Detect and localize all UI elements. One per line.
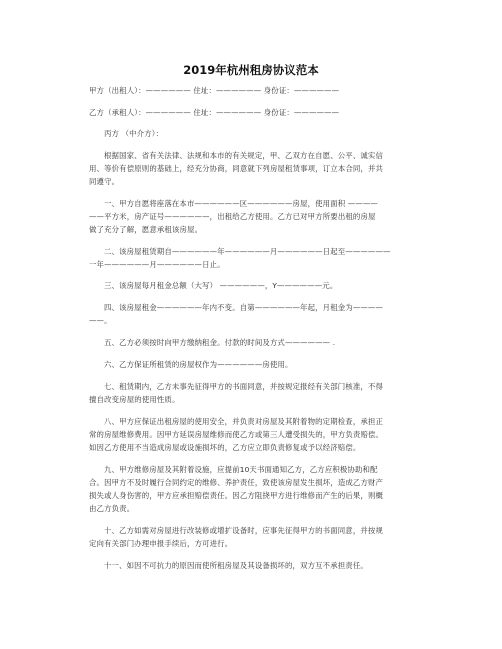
clause-9-line: 由乙方负责。 <box>89 504 135 513</box>
clause-1-line: 一、甲方自愿将座落在本市——————区——————房屋，使用面积 ———— <box>104 199 378 208</box>
clause-4-line: 四、该房屋租金——————年内不变。自第——————年起，月租金为———— <box>104 303 384 312</box>
clause-10-line: 十、乙方如需对房屋进行改装修或增扩设备时，应事先征得甲方的书面同意，并按规 <box>104 526 384 535</box>
party-a-line: 甲方（出租人）：—————— 住址：—————— 身份证：—————— <box>89 86 340 95</box>
paragraph-line: 根据国家、省有关法律、法规和本市的有关规定，甲、乙双方在自愿、公平、诚实信 <box>104 151 384 160</box>
clause-9-line: 合。因甲方不及时履行合同约定的维修、养护责任，致使该房屋发生损坏，造成乙方财产 <box>89 478 384 487</box>
clause-5-line: 五、乙方必须按时向甲方缴纳租金。付款的时间及方式—————— . <box>104 338 336 347</box>
clause-8-line: 常的房屋维修费用。因甲方延误房屋维修而使乙方或第三人遭受损失的，甲方负责赔偿。 <box>89 430 384 439</box>
clause-10-line: 定向有关部门办理申报手续后，方可进行。 <box>89 539 233 548</box>
paragraph-line: 用、等价有偿原则的基础上，经充分协商，同意就下列房屋租赁事项，订立本合同，并共 <box>89 164 384 173</box>
clause-8-line: 八、甲方应保证出租房屋的使用安全，并负责对房屋及其附着物的定期检查，承担正 <box>104 417 384 426</box>
clause-3-line: 三、该房屋每月租金总额（大写） ——————，Y——————元。 <box>104 281 338 290</box>
clause-2-line: 二、该房屋租赁期自——————年——————月——————日起至—————— <box>104 247 391 256</box>
clause-8-line: 如因乙方使用不当造成房屋或设施损坏的，乙方应立即负责修复或予以经济赔偿。 <box>89 443 361 452</box>
party-b-line: 乙方（承租人）：—————— 住址：—————— 身份证：—————— <box>89 108 340 117</box>
paragraph-line: 同遵守。 <box>89 177 120 186</box>
clause-7-line: 七、租赁期内，乙方未事先征得甲方的书面同意，并按规定报经有关部门核准，不得 <box>104 382 384 391</box>
clause-6-line: 六、乙方保证所租赁的房屋权作为——————房使用。 <box>104 360 293 369</box>
clause-9-line: 九、甲方维修房屋及其附着设施，应提前10天书面通知乙方，乙方应积极协助和配 <box>104 465 378 474</box>
clause-9-line: 损失或人身伤害的，甲方应承担赔偿责任。因乙方阻挠甲方进行维修而产生的后果，则概 <box>89 491 384 500</box>
clause-2-line: 一年——————月——————日止。 <box>89 260 225 269</box>
clause-1-line: ——平方米，房产证号——————，出租给乙方使用。乙方已对甲方所要出租的房屋 <box>89 212 376 221</box>
clause-7-line: 擅自改变房屋的使用性质。 <box>89 395 180 404</box>
document-title: 2019年杭州租房协议范本 <box>183 63 319 77</box>
clause-1-line: 做了充分了解，愿意承租该房屋。 <box>89 225 203 234</box>
clause-11-line: 十一、如因不可抗力的原因而使所租房屋及其设备损坏的，双方互不承担责任。 <box>104 561 368 570</box>
party-c-line: 丙方 （中介方）： <box>104 129 164 138</box>
clause-4-line: ——。 <box>89 316 112 325</box>
